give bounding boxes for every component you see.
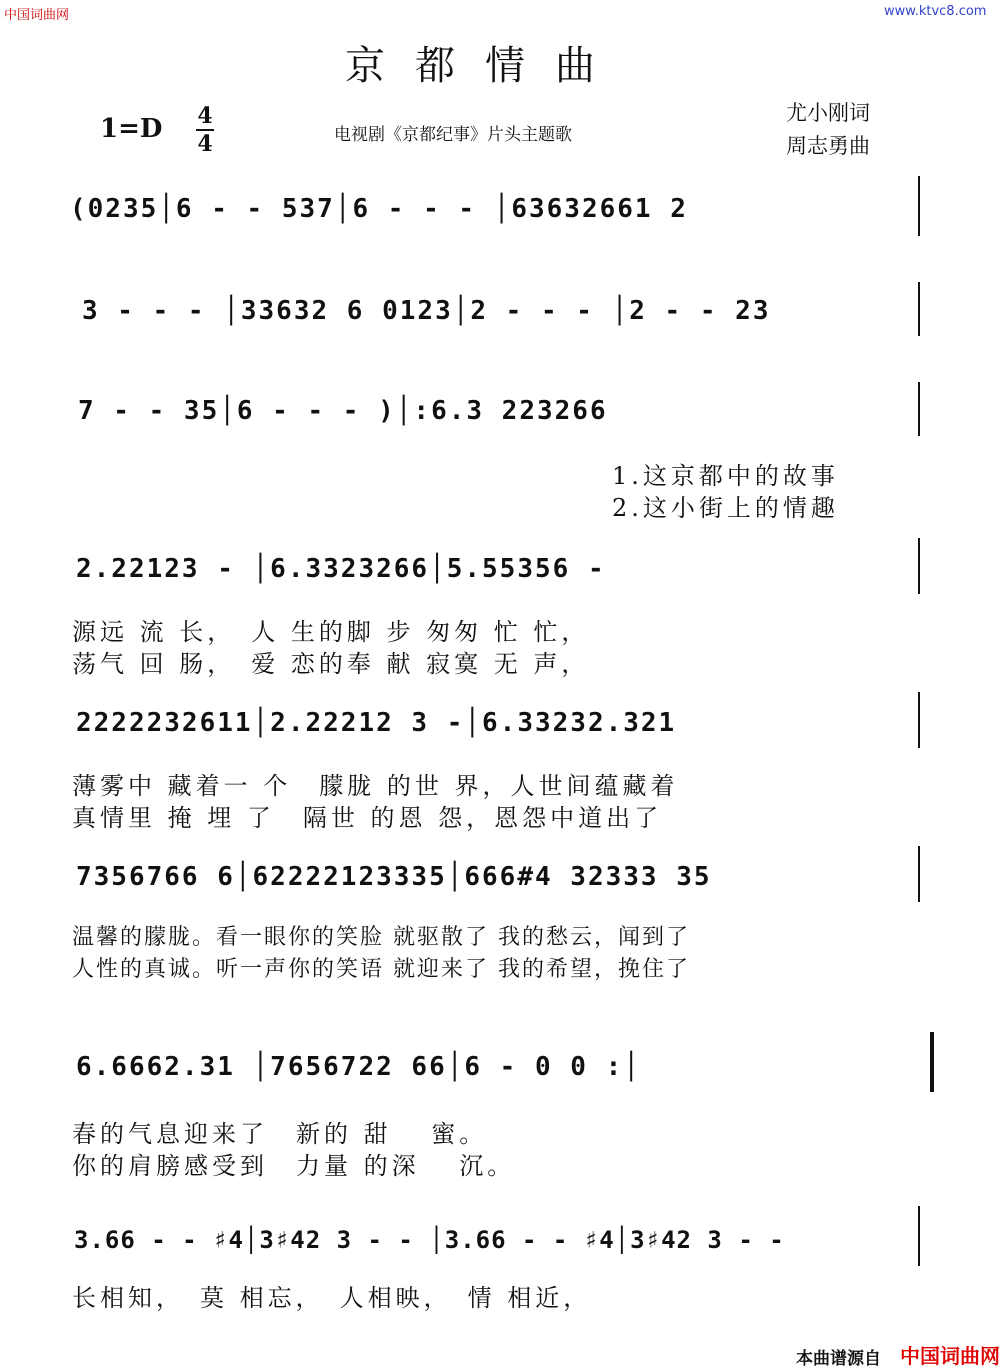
lyric-row-1a: 源远 流 长， 人 生的脚 步 匆匆 忙 忙， bbox=[72, 618, 590, 646]
notation-line-7: 6.6662.31 │7656722 66│6 - 0 0 :│ bbox=[76, 1052, 641, 1082]
footer-source-label: 本曲谱源自 bbox=[796, 1349, 881, 1369]
footer-site: 中国词曲网 bbox=[900, 1344, 1000, 1368]
verse-intro-2: 2.这小街上的情趣 bbox=[612, 494, 839, 522]
watermark-left: 中国词曲网 bbox=[4, 8, 70, 23]
time-bottom: 4 bbox=[197, 131, 213, 157]
bar-line bbox=[918, 382, 920, 436]
lyric-row-3b: 人性的真诚。听一声你的笑语 就迎来了 我的希望，挽住了 bbox=[72, 957, 690, 982]
bar-line bbox=[918, 846, 920, 902]
bar-line bbox=[918, 176, 920, 236]
verse-intro-1: 1.这京都中的故事 bbox=[612, 462, 839, 490]
repeat-end-bar bbox=[930, 1032, 934, 1092]
bar-line bbox=[918, 282, 920, 336]
time-top: 4 bbox=[197, 103, 213, 129]
bar-line bbox=[918, 538, 920, 594]
notation-line-6: 7356766 6│62222123335│666#4 32333 35 bbox=[76, 862, 712, 892]
bar-line bbox=[918, 1206, 920, 1266]
lyric-row-3a: 温馨的朦胧。看一眼你的笑脸 就驱散了 我的愁云，闻到了 bbox=[72, 925, 690, 950]
lyric-row-2b: 真情里 掩 埋 了 隔世 的恩 怨，恩怨中道出了 bbox=[72, 804, 663, 832]
lyric-row-4a: 春的气息迎来了 新的 甜 蜜。 bbox=[72, 1120, 488, 1148]
notation-line-5: 2222232611│2.22212 3 -│6.33232.321 bbox=[76, 708, 677, 738]
key-signature: 1=D bbox=[100, 114, 163, 144]
time-signature bbox=[196, 104, 214, 156]
lyric-row-5a: 长相知， 莫 相忘， 人相映， 情 相近， bbox=[72, 1284, 592, 1312]
lyricist: 尤小刚词 bbox=[786, 101, 870, 125]
notation-line-3: 7 - - 35│6 - - - )│:6.3 223266 bbox=[78, 396, 608, 426]
notation-line-8: 3.66 - - ♯4│3♯42 3 - - │3.66 - - ♯4│3♯42 3 - - bbox=[74, 1226, 785, 1254]
notation-line-2: 3 - - - │33632 6 0123│2 - - - │2 - - 23 bbox=[82, 296, 771, 326]
song-title: 京都情曲 bbox=[345, 43, 625, 89]
watermark-right: www.ktvc8.com bbox=[884, 4, 987, 19]
lyric-row-1b: 荡气 回 肠， 爱 恋的奉 献 寂寞 无 声， bbox=[72, 650, 590, 678]
subtitle: 电视剧《京都纪事》片头主题歌 bbox=[334, 125, 572, 145]
notation-line-1: (0235│6 - - 537│6 - - - │63632661 2 bbox=[70, 194, 688, 224]
lyric-row-2a: 薄雾中 藏着一 个 朦胧 的世 界，人世间蕴藏着 bbox=[72, 772, 679, 800]
composer: 周志勇曲 bbox=[786, 134, 870, 158]
notation-line-4: 2.22123 - │6.3323266│5.55356 - bbox=[76, 554, 606, 584]
lyric-row-4b: 你的肩膀感受到 力量 的深 沉。 bbox=[72, 1152, 516, 1180]
bar-line bbox=[918, 692, 920, 748]
